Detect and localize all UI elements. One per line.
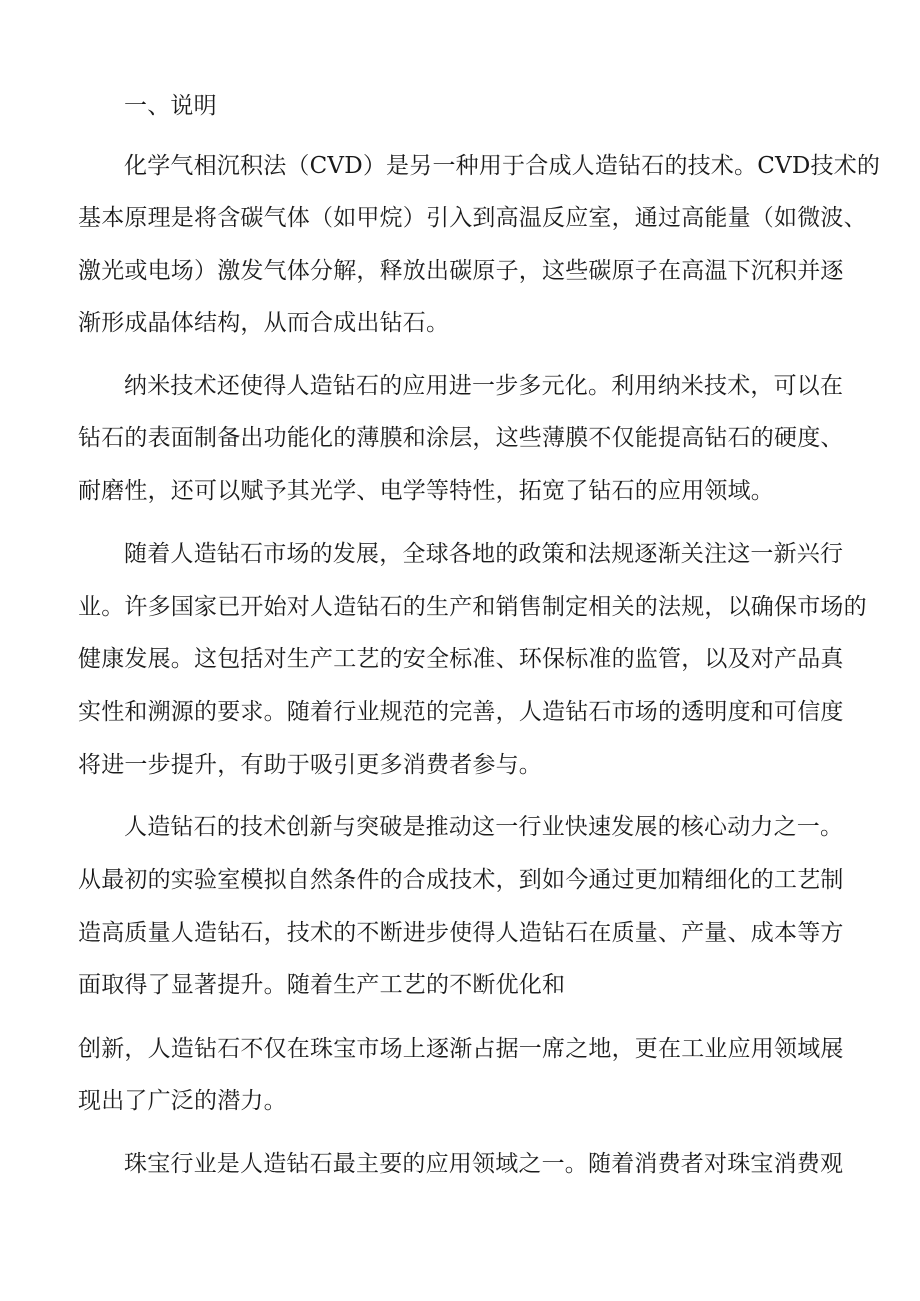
paragraph-line: 激光或电场）激发气体分解，释放出碳原子，这些碳原子在高温下沉积并逐 xyxy=(78,258,844,284)
paragraph-line: 纳米技术还使得人造钻石的应用进一步多元化。利用纳米技术，可以在 xyxy=(124,373,844,399)
paragraph-line: 珠宝行业是人造钻石最主要的应用领域之一。随着消费者对珠宝消费观 xyxy=(124,1151,844,1177)
paragraph-line: 钻石的表面制备出功能化的薄膜和涂层，这些薄膜不仅能提高钻石的硬度、 xyxy=(78,425,844,451)
paragraph-line: 创新，人造钻石不仅在珠宝市场上逐渐占据一席之地，更在工业应用领域展 xyxy=(78,1036,844,1062)
paragraph-line: 现出了广泛的潜力。 xyxy=(78,1088,287,1114)
paragraph-line: 随着人造钻石市场的发展，全球各地的政策和法规逐渐关注这一新兴行 xyxy=(124,541,844,567)
paragraph-line: 渐形成晶体结构，从而合成出钻石。 xyxy=(78,310,450,336)
paragraph-line: 实性和溯源的要求。随着行业规范的完善，人造钻石市场的透明度和可信度 xyxy=(78,699,844,725)
paragraph-line: 基本原理是将含碳气体（如甲烷）引入到高温反应室，通过高能量（如微波、 xyxy=(78,205,867,231)
paragraph-line: 化学气相沉积法（CVD）是另一种用于合成人造钻石的技术。CVD技术的 xyxy=(124,153,881,179)
paragraph-line: 人造钻石的技术创新与突破是推动这一行业快速发展的核心动力之一。 xyxy=(124,814,844,840)
paragraph-line: 将进一步提升，有助于吸引更多消费者参与。 xyxy=(78,752,542,778)
paragraph-line: 业。许多国家已开始对人造钻石的生产和销售制定相关的法规，以确保市场的 xyxy=(78,594,867,620)
section-heading: 一、说明 xyxy=(124,93,217,119)
paragraph-line: 从最初的实验室模拟自然条件的合成技术，到如今通过更加精细化的工艺制 xyxy=(78,867,844,893)
paragraph-line: 面取得了显著提升。随着生产工艺的不断优化和 xyxy=(78,972,566,998)
paragraph-line: 耐磨性，还可以赋予其光学、电学等特性，拓宽了钻石的应用领域。 xyxy=(78,478,774,504)
paragraph-line: 造高质量人造钻石，技术的不断进步使得人造钻石在质量、产量、成本等方 xyxy=(78,920,844,946)
paragraph-line: 健康发展。这包括对生产工艺的安全标准、环保标准的监管，以及对产品真 xyxy=(78,646,844,672)
